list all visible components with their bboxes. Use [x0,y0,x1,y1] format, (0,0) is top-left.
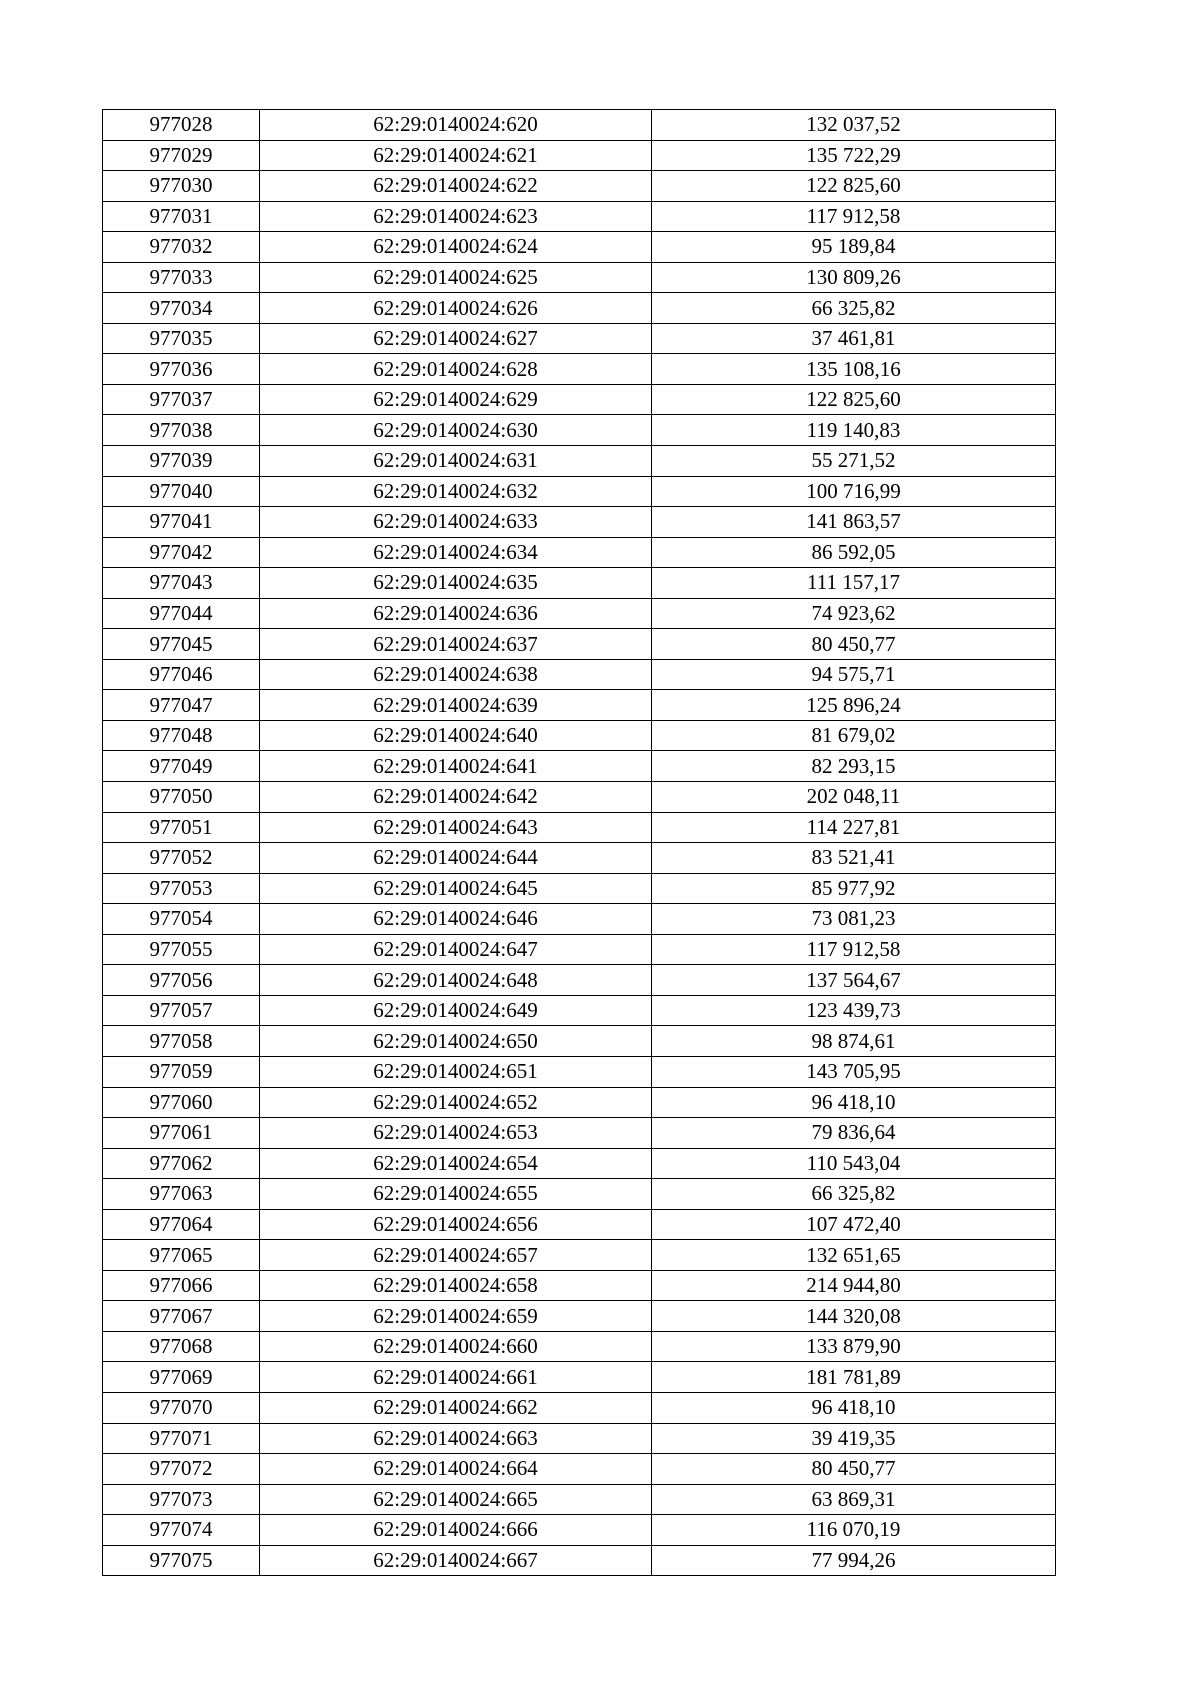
cadastral-number-cell: 62:29:0140024:665 [260,1484,652,1515]
row-number-cell: 977031 [103,201,260,232]
cadastral-number-cell: 62:29:0140024:663 [260,1423,652,1454]
value-cell: 117 912,58 [652,201,1056,232]
table-row [103,384,1056,415]
cadastral-number-cell: 62:29:0140024:659 [260,1301,652,1332]
table-row [103,1240,1056,1271]
table-row [103,1515,1056,1546]
table-row [103,262,1056,293]
table-row [103,354,1056,385]
table-row [103,812,1056,843]
table-row [103,232,1056,263]
table-row [103,507,1056,538]
cadastral-number-cell: 62:29:0140024:646 [260,904,652,935]
table-row [103,1270,1056,1301]
table-row [103,446,1056,477]
cadastral-number-cell: 62:29:0140024:653 [260,1118,652,1149]
row-number-cell: 977049 [103,751,260,782]
table-row [103,782,1056,813]
row-number-cell: 977059 [103,1056,260,1087]
table-row [103,1301,1056,1332]
row-number-cell: 977068 [103,1331,260,1362]
table-row [103,568,1056,599]
cadastral-number-cell: 62:29:0140024:655 [260,1179,652,1210]
table-row [103,1118,1056,1149]
value-cell: 143 705,95 [652,1056,1056,1087]
row-number-cell: 977032 [103,232,260,263]
row-number-cell: 977060 [103,1087,260,1118]
cadastral-number-cell: 62:29:0140024:654 [260,1148,652,1179]
row-number-cell: 977033 [103,262,260,293]
table-row [103,1392,1056,1423]
table-row [103,1423,1056,1454]
row-number-cell: 977054 [103,904,260,935]
row-number-cell: 977047 [103,690,260,721]
value-cell: 135 722,29 [652,140,1056,171]
row-number-cell: 977053 [103,873,260,904]
row-number-cell: 977043 [103,568,260,599]
table-row [103,629,1056,660]
value-cell: 132 037,52 [652,110,1056,141]
row-number-cell: 977056 [103,965,260,996]
row-number-cell: 977045 [103,629,260,660]
cadastral-number-cell: 62:29:0140024:624 [260,232,652,263]
cadastral-number-cell: 62:29:0140024:629 [260,384,652,415]
table-row [103,690,1056,721]
cadastral-number-cell: 62:29:0140024:633 [260,507,652,538]
table-row [103,293,1056,324]
row-number-cell: 977072 [103,1454,260,1485]
row-number-cell: 977042 [103,537,260,568]
table-row [103,415,1056,446]
row-number-cell: 977065 [103,1240,260,1271]
value-cell: 63 869,31 [652,1484,1056,1515]
cadastral-number-cell: 62:29:0140024:635 [260,568,652,599]
value-cell: 116 070,19 [652,1515,1056,1546]
table-row [103,873,1056,904]
row-number-cell: 977071 [103,1423,260,1454]
cadastral-number-cell: 62:29:0140024:632 [260,476,652,507]
row-number-cell: 977063 [103,1179,260,1210]
cadastral-number-cell: 62:29:0140024:636 [260,598,652,629]
cadastral-number-cell: 62:29:0140024:650 [260,1026,652,1057]
table-row [103,171,1056,202]
cadastral-number-cell: 62:29:0140024:652 [260,1087,652,1118]
value-cell: 114 227,81 [652,812,1056,843]
row-number-cell: 977062 [103,1148,260,1179]
row-number-cell: 977066 [103,1270,260,1301]
row-number-cell: 977052 [103,843,260,874]
table-row [103,720,1056,751]
value-cell: 132 651,65 [652,1240,1056,1271]
value-cell: 74 923,62 [652,598,1056,629]
cadastral-number-cell: 62:29:0140024:645 [260,873,652,904]
row-number-cell: 977028 [103,110,260,141]
table-row [103,659,1056,690]
value-cell: 144 320,08 [652,1301,1056,1332]
cadastral-number-cell: 62:29:0140024:638 [260,659,652,690]
value-cell: 86 592,05 [652,537,1056,568]
value-cell: 37 461,81 [652,323,1056,354]
value-cell: 98 874,61 [652,1026,1056,1057]
row-number-cell: 977051 [103,812,260,843]
data-table [102,109,1056,1576]
value-cell: 96 418,10 [652,1087,1056,1118]
row-number-cell: 977069 [103,1362,260,1393]
value-cell: 130 809,26 [652,262,1056,293]
cadastral-number-cell: 62:29:0140024:625 [260,262,652,293]
cadastral-number-cell: 62:29:0140024:630 [260,415,652,446]
table-row [103,140,1056,171]
table-row [103,751,1056,782]
row-number-cell: 977036 [103,354,260,385]
cadastral-number-cell: 62:29:0140024:627 [260,323,652,354]
row-number-cell: 977064 [103,1209,260,1240]
value-cell: 85 977,92 [652,873,1056,904]
row-number-cell: 977055 [103,934,260,965]
row-number-cell: 977061 [103,1118,260,1149]
table-row [103,1026,1056,1057]
cadastral-number-cell: 62:29:0140024:620 [260,110,652,141]
row-number-cell: 977044 [103,598,260,629]
value-cell: 95 189,84 [652,232,1056,263]
value-cell: 73 081,23 [652,904,1056,935]
row-number-cell: 977058 [103,1026,260,1057]
table-row [103,904,1056,935]
table-row [103,201,1056,232]
row-number-cell: 977035 [103,323,260,354]
table-row [103,1331,1056,1362]
value-cell: 94 575,71 [652,659,1056,690]
table-row [103,1056,1056,1087]
value-cell: 181 781,89 [652,1362,1056,1393]
row-number-cell: 977041 [103,507,260,538]
cadastral-number-cell: 62:29:0140024:623 [260,201,652,232]
value-cell: 202 048,11 [652,782,1056,813]
value-cell: 141 863,57 [652,507,1056,538]
cadastral-number-cell: 62:29:0140024:622 [260,171,652,202]
table-row [103,1362,1056,1393]
table-row [103,1484,1056,1515]
table-row [103,995,1056,1026]
cadastral-number-cell: 62:29:0140024:658 [260,1270,652,1301]
value-cell: 133 879,90 [652,1331,1056,1362]
row-number-cell: 977074 [103,1515,260,1546]
cadastral-number-cell: 62:29:0140024:656 [260,1209,652,1240]
row-number-cell: 977037 [103,384,260,415]
cadastral-number-cell: 62:29:0140024:641 [260,751,652,782]
table-row [103,965,1056,996]
value-cell: 122 825,60 [652,384,1056,415]
row-number-cell: 977034 [103,293,260,324]
cadastral-number-cell: 62:29:0140024:660 [260,1331,652,1362]
row-number-cell: 977075 [103,1545,260,1576]
table-row [103,934,1056,965]
table-row [103,1454,1056,1485]
row-number-cell: 977046 [103,659,260,690]
cadastral-number-cell: 62:29:0140024:667 [260,1545,652,1576]
value-cell: 122 825,60 [652,171,1056,202]
row-number-cell: 977070 [103,1392,260,1423]
value-cell: 123 439,73 [652,995,1056,1026]
value-cell: 77 994,26 [652,1545,1056,1576]
cadastral-number-cell: 62:29:0140024:664 [260,1454,652,1485]
value-cell: 214 944,80 [652,1270,1056,1301]
cadastral-number-cell: 62:29:0140024:647 [260,934,652,965]
table-row [103,476,1056,507]
row-number-cell: 977038 [103,415,260,446]
table-row [103,1209,1056,1240]
value-cell: 82 293,15 [652,751,1056,782]
value-cell: 80 450,77 [652,629,1056,660]
table-row [103,598,1056,629]
table-row [103,110,1056,141]
table-body [103,110,1056,1576]
value-cell: 80 450,77 [652,1454,1056,1485]
value-cell: 125 896,24 [652,690,1056,721]
row-number-cell: 977057 [103,995,260,1026]
value-cell: 96 418,10 [652,1392,1056,1423]
value-cell: 107 472,40 [652,1209,1056,1240]
cadastral-number-cell: 62:29:0140024:649 [260,995,652,1026]
cadastral-number-cell: 62:29:0140024:626 [260,293,652,324]
cadastral-number-cell: 62:29:0140024:666 [260,1515,652,1546]
cadastral-number-cell: 62:29:0140024:642 [260,782,652,813]
value-cell: 83 521,41 [652,843,1056,874]
value-cell: 110 543,04 [652,1148,1056,1179]
row-number-cell: 977050 [103,782,260,813]
table-row [103,323,1056,354]
cadastral-number-cell: 62:29:0140024:639 [260,690,652,721]
row-number-cell: 977048 [103,720,260,751]
table-row [103,1545,1056,1576]
cadastral-number-cell: 62:29:0140024:640 [260,720,652,751]
cadastral-number-cell: 62:29:0140024:643 [260,812,652,843]
value-cell: 117 912,58 [652,934,1056,965]
value-cell: 119 140,83 [652,415,1056,446]
value-cell: 111 157,17 [652,568,1056,599]
row-number-cell: 977030 [103,171,260,202]
table-row [103,1148,1056,1179]
value-cell: 66 325,82 [652,1179,1056,1210]
value-cell: 55 271,52 [652,446,1056,477]
value-cell: 137 564,67 [652,965,1056,996]
row-number-cell: 977029 [103,140,260,171]
value-cell: 66 325,82 [652,293,1056,324]
row-number-cell: 977040 [103,476,260,507]
table-row [103,843,1056,874]
row-number-cell: 977039 [103,446,260,477]
cadastral-number-cell: 62:29:0140024:628 [260,354,652,385]
cadastral-number-cell: 62:29:0140024:631 [260,446,652,477]
value-cell: 100 716,99 [652,476,1056,507]
value-cell: 39 419,35 [652,1423,1056,1454]
cadastral-number-cell: 62:29:0140024:661 [260,1362,652,1393]
cadastral-number-cell: 62:29:0140024:651 [260,1056,652,1087]
cadastral-number-cell: 62:29:0140024:648 [260,965,652,996]
row-number-cell: 977067 [103,1301,260,1332]
table-row [103,537,1056,568]
cadastral-number-cell: 62:29:0140024:637 [260,629,652,660]
table-row [103,1087,1056,1118]
value-cell: 79 836,64 [652,1118,1056,1149]
cadastral-number-cell: 62:29:0140024:644 [260,843,652,874]
cadastral-number-cell: 62:29:0140024:621 [260,140,652,171]
table-row [103,1179,1056,1210]
cadastral-number-cell: 62:29:0140024:662 [260,1392,652,1423]
cadastral-number-cell: 62:29:0140024:657 [260,1240,652,1271]
cadastral-number-cell: 62:29:0140024:634 [260,537,652,568]
value-cell: 81 679,02 [652,720,1056,751]
value-cell: 135 108,16 [652,354,1056,385]
row-number-cell: 977073 [103,1484,260,1515]
